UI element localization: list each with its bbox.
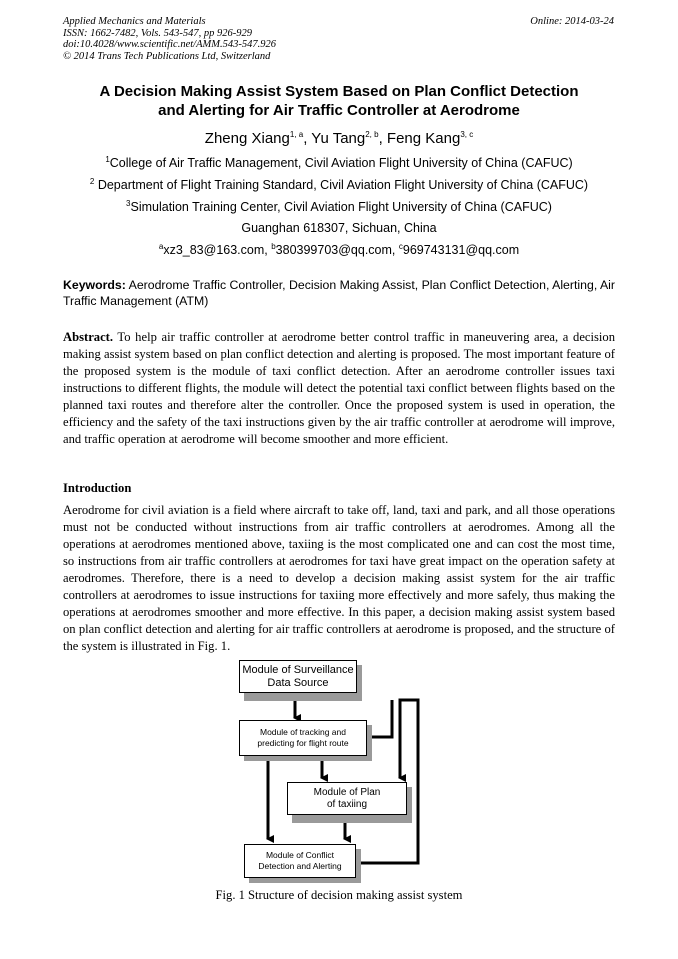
keywords [63,278,615,309]
author-superscript: 2, b [365,130,379,139]
box-label-line: of taxiing [326,798,368,810]
author-list [40,130,638,148]
affiliation-text: Simulation Training Center, Civil Aviation Flight University of China (CAFUC) [130,200,552,214]
email-marker: a [158,241,164,251]
email-link[interactable]: 969743131@qq.com [402,243,520,257]
title-line-1: A Decision Making Assist System Based on Plan Conflict Detection [99,83,579,100]
box-label-line: predicting for flight route [257,738,349,748]
affiliation-3 [40,200,638,215]
affiliation-text: Department of Flight Training Standard, Civil Aviation Flight University of China (CAFUC) [94,178,589,192]
box-label-line: Data Source [267,676,329,689]
email-link[interactable]: xz3_83@163.com, [163,243,272,257]
affiliation-marker: 3 [126,198,131,208]
module-plan-of-taxiing [287,782,407,815]
abstract [63,329,615,448]
paper-title [40,82,638,120]
author-name: Yu Tang [311,130,366,147]
box-label-line: Module of tracking and [259,727,346,737]
author-separator: , [378,130,387,147]
journal-copyright: © 2014 Trans Tech Publications Ltd, Switzerland [63,50,271,62]
box-label-line: Module of Surveillance [242,664,354,676]
box-label-line: Module of Plan [313,786,381,798]
affiliation-1 [40,156,638,171]
module-surveillance-data-source [239,660,357,693]
figure-caption: Fig. 1 Structure of decision making assist system [215,888,463,902]
abstract-label: Abstract. [63,330,114,344]
system-structure-diagram [230,652,450,882]
box-label-line: Detection and Alerting [258,861,342,871]
affiliation-text: College of Air Traffic Management, Civil Aviation Flight University of China (CAFUC) [109,156,573,170]
journal-doi: doi:10.4028/www.scientific.net/AMM.543-547.926 [63,39,276,50]
author-superscript: 3, c [460,130,474,139]
journal-issn: ISSN: 1662-7482, Vols. 543-547, pp 926-929 [63,27,252,39]
author-superscript: 1, a [289,130,304,139]
affiliation-marker: 2 [89,176,95,186]
online-date: Online: 2014-03-24 [530,16,614,27]
email-marker: b [271,241,276,251]
module-conflict-detection-alerting [244,844,356,878]
affiliation-city: Guanghan 618307, Sichuan, China [241,221,437,235]
keywords-text: Aerodrome Traffic Controller, Decision Making Assist, Plan Conflict Detection, Alerting, Air Traffic Management (ATM) [63,278,616,308]
author-name: Feng Kang [386,130,461,147]
author-separator: , [303,130,312,147]
section-heading-introduction: Introduction [63,481,132,495]
journal-name: Applied Mechanics and Materials [63,16,206,27]
affiliation-2 [40,178,638,193]
abstract-text: To help air traffic controller at aerodrome better control traffic in maneuvering area, a decision making assist system based on plan conflict detection and alerting is proposed. The most important feature of the proposed system is the module of taxi conflict detection. After an aerodrome controller issues taxi instructions to different flights, the module will detect the potential taxi conflict between flights based on the planned taxi routes and therefore alter the controller. Once the proposed system is used in operation, the efficiency and the safety of the taxi instructions given by the air traffic controller at aerodrome will improve, and traffic operation at aerodrome will become smoother and more efficient. [63,330,615,446]
introduction-text: Aerodrome for civil aviation is a field where aircraft to take off, land, taxi and park, and all those operations must not be conducted without instructions from air traffic controllers at aerodromes. Among all the operations at aerodromes mentioned above, taxiing is the most complicated one and can cost the most time, so instructions from air traffic controllers at aerodromes for taxi have great impact on the operation safety at aerodromes. Therefore, there is a need to develop a decision making assist system for the air traffic controllers at aerodromes to issue instructions for taxiing more effectively and more safely, thus making the operations at aerodromes smoother and more effective. In this paper, a decision making assist system based on plan conflict detection and alerting for air traffic controllers at aerodrome is proposed, and the structure of the system is illustrated in Fig. 1. [63,503,615,653]
journal-info [63,16,403,62]
author-name: Zheng Xiang [204,130,290,147]
box-label-line: Module of Conflict [265,850,335,860]
author-emails [40,243,638,258]
affiliation-marker: 1 [105,154,110,164]
module-tracking-predicting [239,720,367,756]
email-marker: c [398,241,403,251]
keywords-label: Keywords: [63,278,126,292]
title-line-2: and Alerting for Air Traffic Controller at Aerodrome [158,102,520,119]
email-link[interactable]: 380399703@qq.com, [275,243,399,257]
